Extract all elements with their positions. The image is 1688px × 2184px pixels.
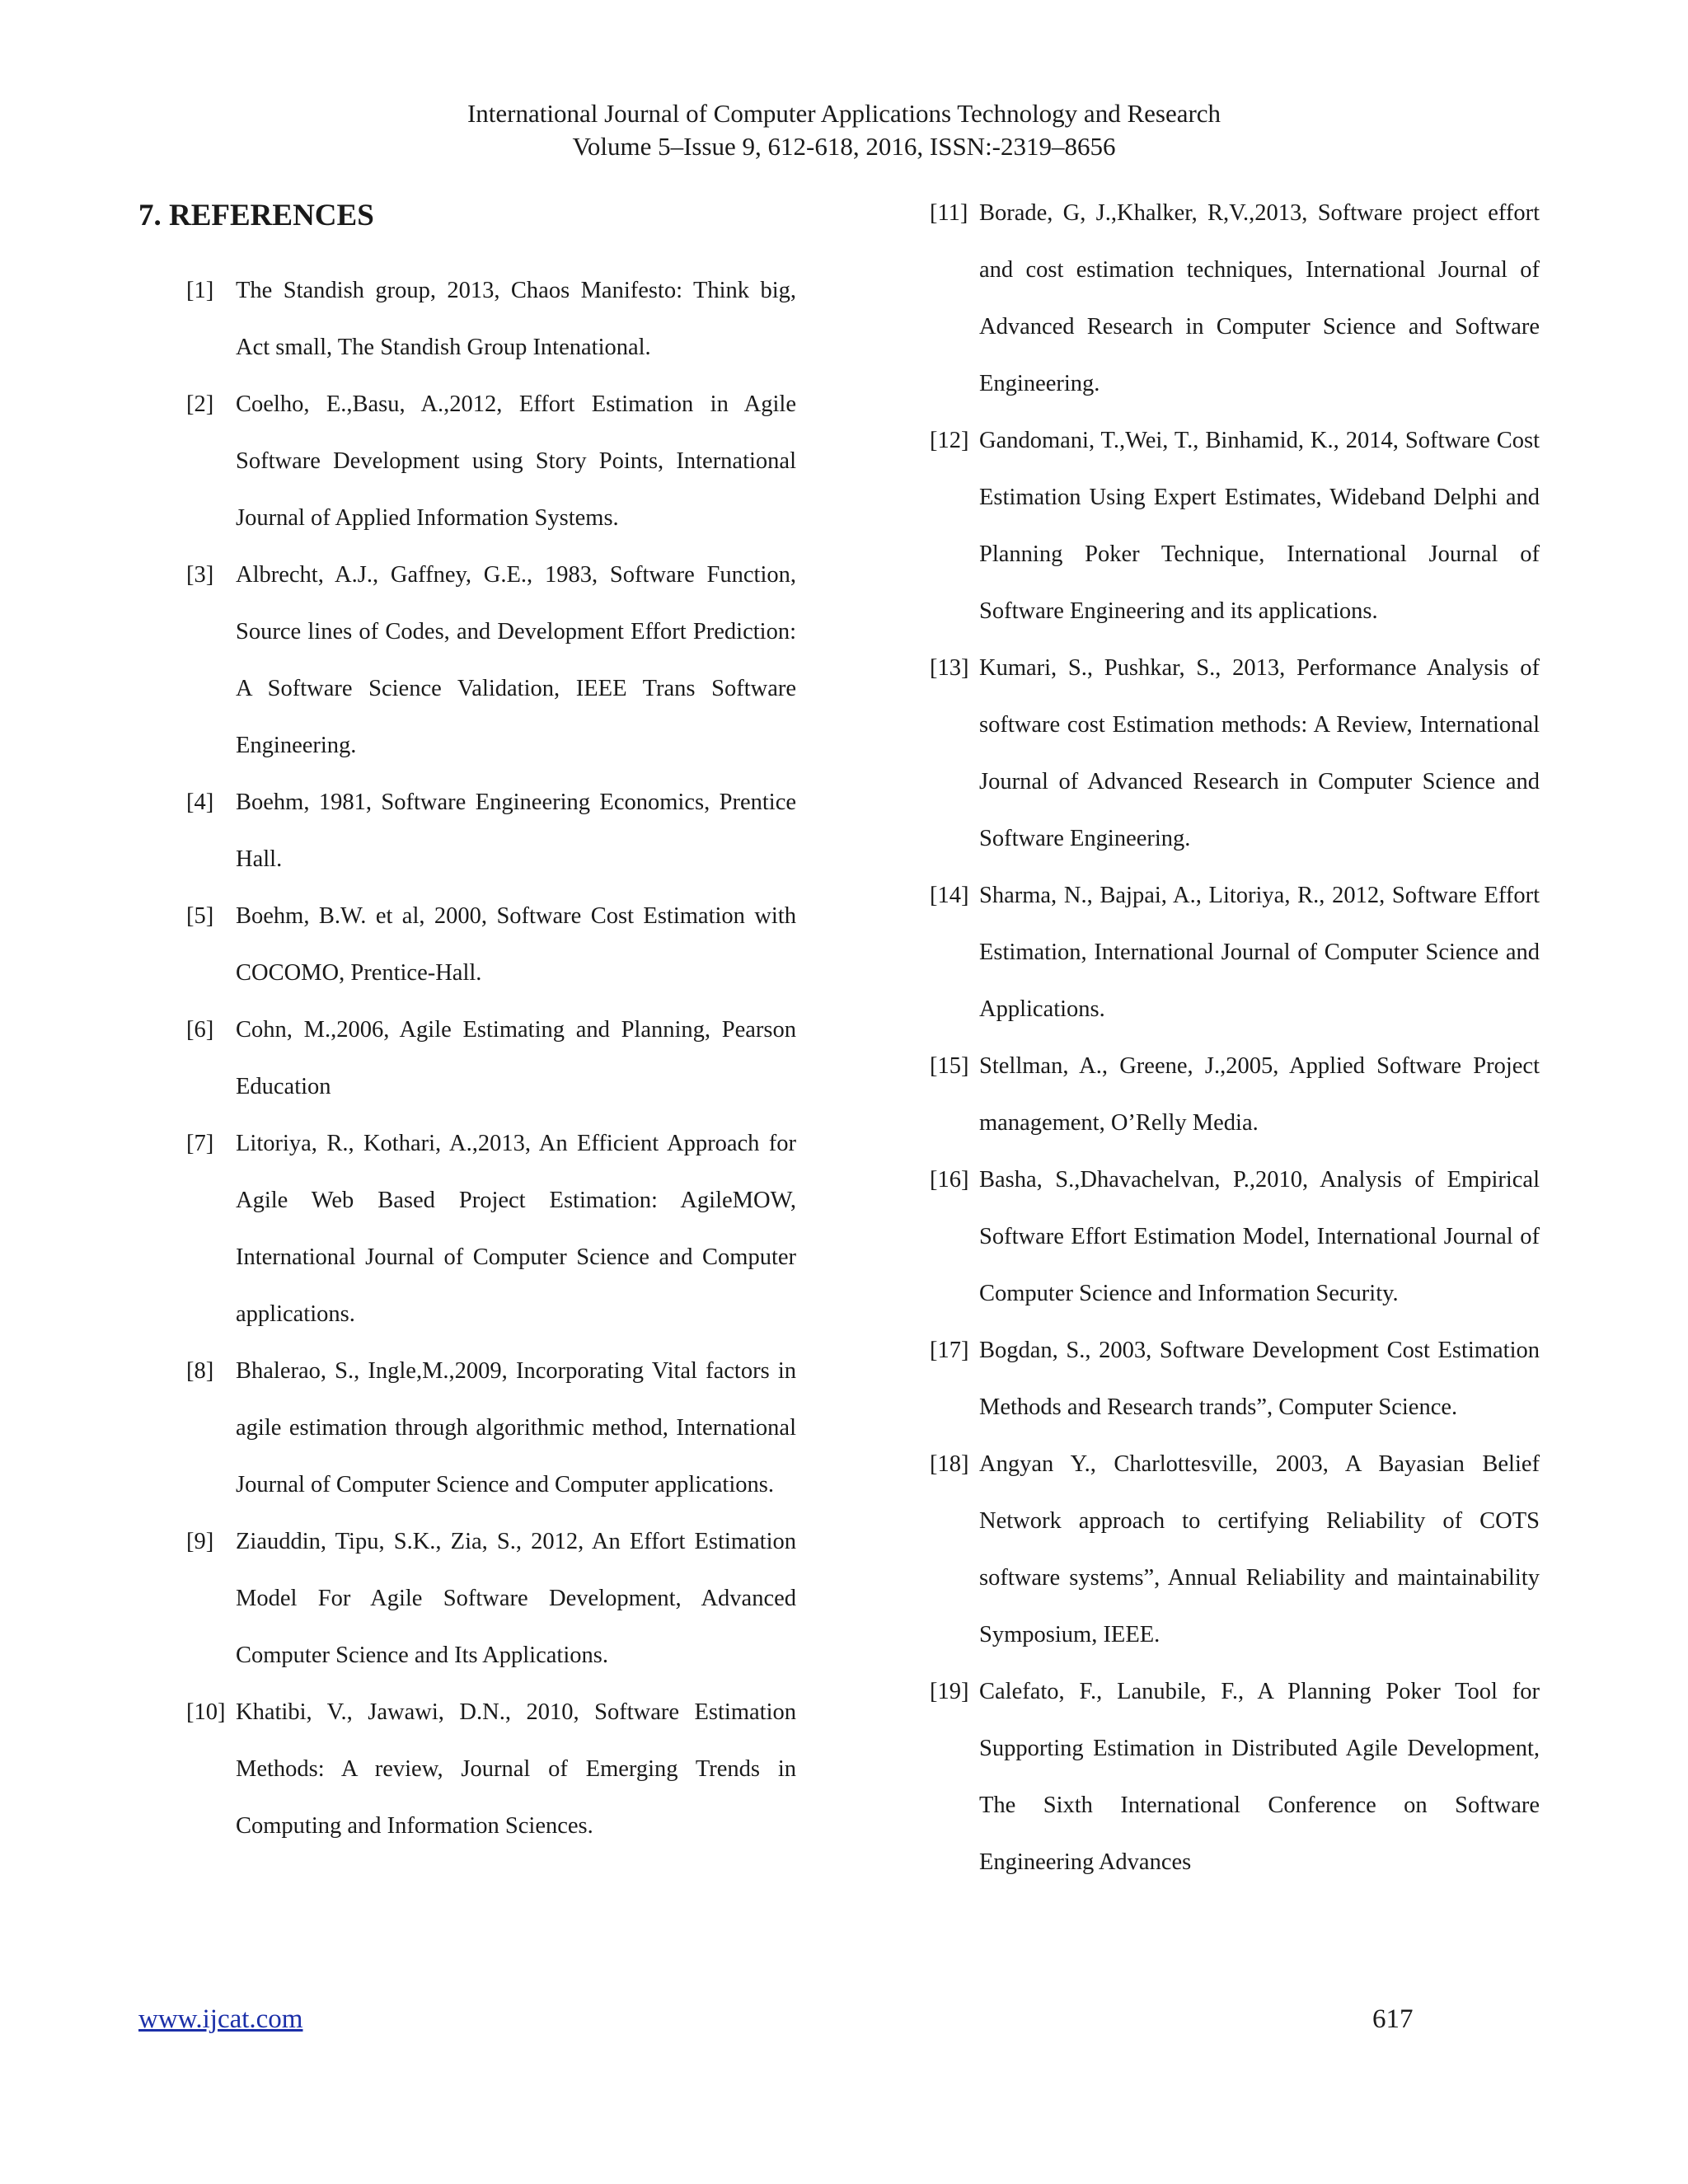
journal-title: International Journal of Computer Applications Technology and Research (467, 99, 1221, 128)
references-list-left (186, 262, 796, 1854)
reference-text: Cohn, M.,2006, Agile Estimating and Planning, Pearson Education (236, 1017, 796, 1099)
reference-item (186, 1684, 796, 1854)
reference-number: [17] (930, 1338, 969, 1363)
reference-text: Stellman, A., Greene, J.,2005, Applied Software Project management, O’Relly Media. (979, 1053, 1540, 1136)
reference-text: Albrecht, A.J., Gaffney, G.E., 1983, Software Function, Source lines of Codes, and Development Effort Prediction: A Software Science Validation, IEEE Trans Software Engineering. (236, 562, 796, 758)
reference-item (930, 1436, 1540, 1663)
reference-text: Sharma, N., Bajpai, A., Litoriya, R., 2012, Software Effort Estimation, International Journal of Computer Science and Applications. (979, 883, 1540, 1022)
reference-number: [2] (186, 391, 214, 417)
reference-item (930, 412, 1540, 640)
references-heading: 7. REFERENCES (138, 199, 374, 232)
reference-item (186, 262, 796, 376)
reference-number: [13] (930, 655, 969, 681)
page-number: 617 (1372, 2004, 1414, 2034)
reference-text: Calefato, F., Lanubile, F., A Planning Poker Tool for Supporting Estimation in Distributed Agile Development, The Sixth International Conference on Software Engineering Advances (979, 1679, 1540, 1875)
reference-text: Ziauddin, Tipu, S.K., Zia, S., 2012, An Effort Estimation Model For Agile Software Development, Advanced Computer Science and Its Applications. (236, 1529, 796, 1668)
reference-text: Angyan Y., Charlottesville, 2003, A Bayasian Belief Network approach to certifying Reliability of COTS software systems”, Annual Reliability and maintainability Symposium, IEEE. (979, 1451, 1540, 1647)
journal-volume-info: Volume 5–Issue 9, 612-618, 2016, ISSN:-2319–8656 (572, 132, 1116, 161)
reference-number: [1] (186, 278, 214, 303)
reference-number: [6] (186, 1017, 214, 1043)
reference-item (930, 1663, 1540, 1891)
reference-number: [12] (930, 428, 969, 453)
reference-item (186, 1001, 796, 1115)
reference-number: [15] (930, 1053, 969, 1079)
reference-number: [11] (930, 200, 968, 226)
footer-website-link[interactable]: www.ijcat.com (138, 2004, 303, 2034)
reference-text: Bogdan, S., 2003, Software Development Cost Estimation Methods and Research trands”, Computer Science. (979, 1338, 1540, 1420)
reference-number: [14] (930, 883, 969, 908)
reference-text: Borade, G, J.,Khalker, R,V.,2013, Software project effort and cost estimation techniques, International Journal of Advanced Research in Computer Science and Software Engineering. (979, 200, 1540, 396)
journal-header (0, 97, 1688, 163)
reference-item (186, 1115, 796, 1343)
reference-text: Litoriya, R., Kothari, A.,2013, An Efficient Approach for Agile Web Based Project Estimation: AgileMOW, International Journal of Computer Science and Computer applications. (236, 1131, 796, 1327)
reference-number: [16] (930, 1167, 969, 1193)
reference-number: [8] (186, 1358, 214, 1384)
reference-text: Basha, S.,Dhavachelvan, P.,2010, Analysis of Empirical Software Effort Estimation Model, International Journal of Computer Science and Information Security. (979, 1167, 1540, 1306)
reference-text: Boehm, B.W. et al, 2000, Software Cost Estimation with COCOMO, Prentice-Hall. (236, 903, 796, 986)
references-list-right (930, 185, 1540, 1891)
reference-text: Khatibi, V., Jawawi, D.N., 2010, Software Estimation Methods: A review, Journal of Emerging Trends in Computing and Information Sciences. (236, 1699, 796, 1839)
reference-item (930, 185, 1540, 412)
reference-item (930, 867, 1540, 1038)
reference-item (186, 774, 796, 888)
reference-number: [7] (186, 1131, 214, 1156)
reference-number: [5] (186, 903, 214, 929)
reference-text: Kumari, S., Pushkar, S., 2013, Performance Analysis of software cost Estimation methods: A Review, International Journal of Advanced Research in Computer Science and Software Engineering. (979, 655, 1540, 851)
reference-item (930, 1151, 1540, 1322)
reference-number: [4] (186, 790, 214, 815)
reference-item (186, 546, 796, 774)
reference-number: [9] (186, 1529, 214, 1554)
reference-text: Gandomani, T.,Wei, T., Binhamid, K., 2014, Software Cost Estimation Using Expert Estimates, Wideband Delphi and Planning Poker Technique, International Journal of Software Engineering and its applications. (979, 428, 1540, 624)
reference-text: Bhalerao, S., Ingle,M.,2009, Incorporating Vital factors in agile estimation through algorithmic method, International Journal of Computer Science and Computer applications. (236, 1358, 796, 1497)
reference-item (930, 1038, 1540, 1151)
reference-number: [18] (930, 1451, 969, 1477)
reference-text: Coelho, E.,Basu, A.,2012, Effort Estimation in Agile Software Development using Story Points, International Journal of Applied Information Systems. (236, 391, 796, 531)
reference-text: Boehm, 1981, Software Engineering Economics, Prentice Hall. (236, 790, 796, 872)
reference-item (186, 1343, 796, 1513)
reference-text: The Standish group, 2013, Chaos Manifesto: Think big, Act small, The Standish Group Intenational. (236, 278, 796, 360)
reference-number: [3] (186, 562, 214, 588)
reference-item (930, 1322, 1540, 1436)
reference-item (186, 1513, 796, 1684)
reference-number: [19] (930, 1679, 969, 1704)
reference-item (186, 376, 796, 546)
reference-item (186, 888, 796, 1001)
reference-number: [10] (186, 1699, 226, 1725)
reference-item (930, 640, 1540, 867)
